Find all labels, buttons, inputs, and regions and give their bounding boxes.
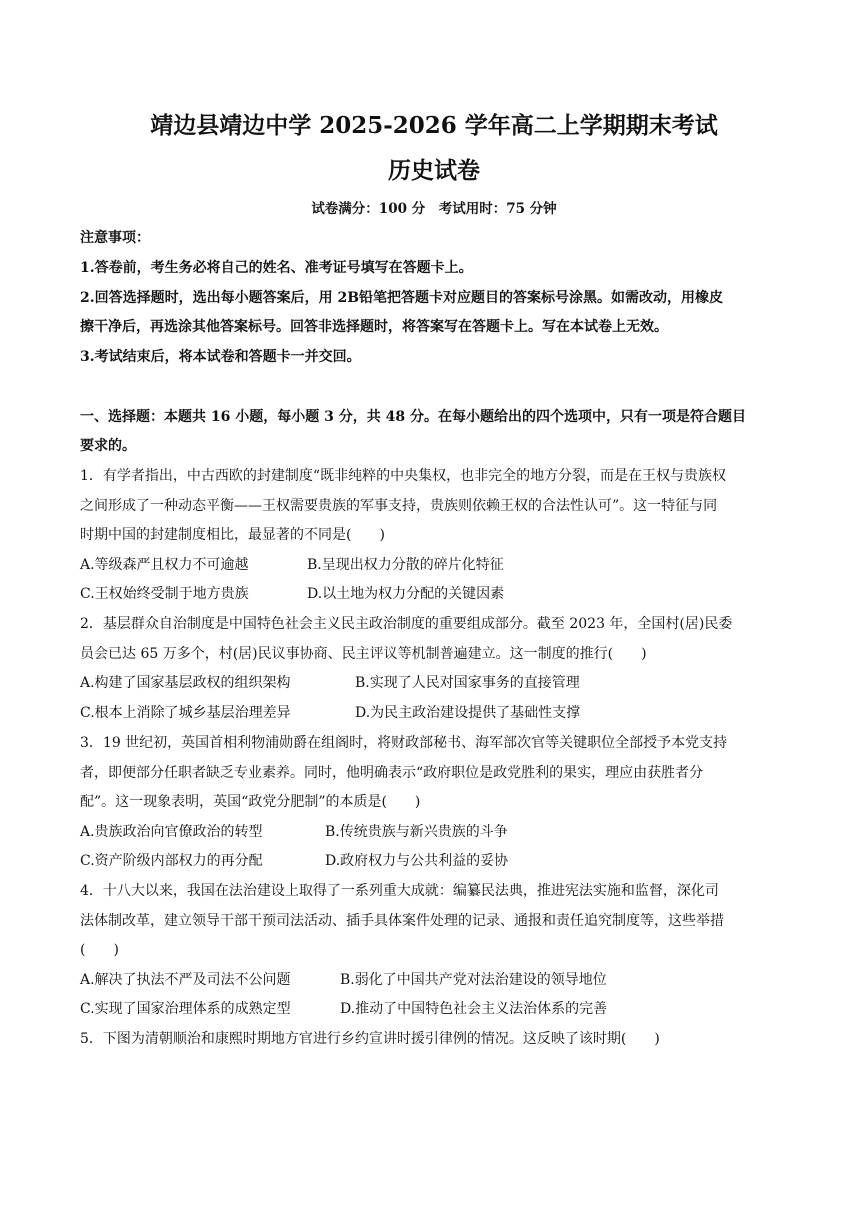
question-4-option-d: D.推动了中国特色社会主义法治体系的完善 (340, 1001, 608, 1017)
note-item: 擦干净后，再选涂其他答案标号。回答非选择题时，将答案写在答题卡上。写在本试卷上无效。 (80, 319, 668, 335)
section-heading: 一、选择题：本题共 16 小题，每小题 3 分，共 48 分。在每小题给出的四个选项中，只有一项是符合题目 (80, 409, 746, 425)
question-2-line: 2．基层群众自治制度是中国特色社会主义民主政治制度的重要组成部分。截至 2023 年，全国村(居)民委 (80, 616, 733, 632)
section-heading-cont: 要求的。 (80, 438, 136, 454)
question-1-line: 时期中国的封建制度相比，最显著的不同是( ) (80, 527, 385, 543)
question-3-line: 配”。这一现象表明，英国“政党分肥制”的本质是( ) (80, 794, 421, 810)
question-1-line: 1．有学者指出，中古西欧的封建制度“既非纯粹的中央集权，也非完全的地方分裂，而是在王权与贵族权 (80, 468, 727, 484)
question-1-option-b: B.呈现出权力分散的碎片化特征 (307, 557, 504, 573)
question-3-option-c: C.资产阶级内部权力的再分配 (80, 853, 263, 869)
question-3-line: 3．19 世纪初，英国首相利物浦勋爵在组阁时，将财政部秘书、海军部次官等关键职位全部授予本党支持 (80, 735, 728, 751)
note-item: 1.答卷前，考生务必将自己的姓名、准考证号填写在答题卡上。 (80, 260, 473, 276)
question-3-option-b: B.传统贵族与新兴贵族的斗争 (325, 824, 508, 840)
exam-subtitle: 历史试卷 (388, 157, 480, 184)
question-4-option-c: C.实现了国家治理体系的成熟定型 (80, 1001, 291, 1017)
question-4-line: 法体制改革，建立领导干部干预司法活动、插手具体案件处理的记录、通报和责任追究制度等，这些举措 (80, 913, 724, 929)
question-3-option-a: A.贵族政治向官僚政治的转型 (80, 824, 263, 840)
note-item: 3.考试结束后，将本试卷和答题卡一并交回。 (80, 349, 361, 365)
question-2-option-d: D.为民主政治建设提供了基础性支撑 (355, 705, 581, 721)
question-2-option-b: B.实现了人民对国家事务的直接管理 (355, 675, 580, 691)
question-1-option-c: C.王权始终受制于地方贵族 (80, 586, 249, 602)
question-4-line: ( ) (80, 942, 119, 958)
question-2-option-a: A.构建了国家基层政权的组织架构 (80, 675, 291, 691)
exam-title: 靖边县靖边中学 2025-2026 学年高二上学期期末考试 (150, 112, 718, 139)
question-1-option-a: A.等级森严且权力不可逾越 (80, 557, 249, 573)
question-3-option-d: D.政府权力与公共利益的妥协 (325, 853, 509, 869)
question-4-option-a: A.解决了执法不严及司法不公问题 (80, 972, 291, 988)
notes-heading: 注意事项： (80, 230, 150, 246)
exam-meta: 试卷满分：100 分 考试用时：75 分钟 (311, 201, 557, 217)
question-4-line: 4．十八大以来，我国在法治建设上取得了一系列重大成就：编纂民法典，推进宪法实施和监督，深化司 (80, 883, 719, 899)
question-2-line: 员会已达 65 万多个，村(居)民议事协商、民主评议等机制普遍建立。这一制度的推行( ) (80, 646, 647, 662)
question-4-option-b: B.弱化了中国共产党对法治建设的领导地位 (340, 972, 607, 988)
note-item: 2.回答选择题时，选出每小题答案后，用 2B铅笔把答题卡对应题目的答案标号涂黑。如需改动，用橡皮 (80, 290, 724, 306)
question-3-line: 者，即便部分任职者缺乏专业素养。同时，他明确表示“政府职位是政党胜利的果实，理应由获胜者分 (80, 765, 704, 781)
question-2-option-c: C.根本上消除了城乡基层治理差异 (80, 705, 291, 721)
question-1-line: 之间形成了一种动态平衡——王权需要贵族的军事支持，贵族则依赖王权的合法性认可”。这一特征与同 (80, 498, 718, 514)
question-1-option-d: D.以土地为权力分配的关键因素 (307, 586, 505, 602)
question-5-line: 5．下图为清朝顺治和康熙时期地方官进行乡约宣讲时援引律例的情况。这反映了该时期( ) (80, 1031, 660, 1047)
